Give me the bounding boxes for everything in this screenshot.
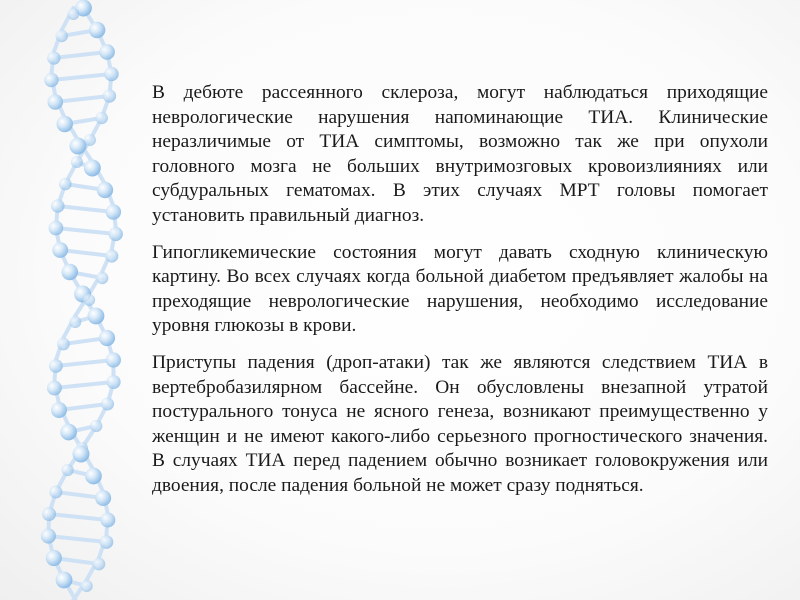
dna-node	[88, 308, 105, 325]
dna-rung	[55, 96, 109, 102]
dna-rung	[49, 514, 108, 520]
dna-node	[107, 375, 121, 389]
dna-node	[47, 51, 60, 64]
dna-node	[92, 558, 105, 571]
dna-node	[49, 221, 64, 236]
paragraph-2: Гипогликемические состояния могут давать сходную клиническую картину. Во всех случаях когда больной диабетом предъявляет жалобы на преходящие неврологические нарушения, необходимо исследование уровня глюкозы в крови.	[152, 241, 768, 337]
dna-node	[47, 381, 62, 396]
dna-helix-icon	[0, 0, 140, 600]
dna-node	[44, 73, 58, 87]
dna-node	[96, 272, 108, 284]
dna-rung	[54, 382, 113, 388]
dna-node	[41, 528, 56, 543]
dna-rung	[48, 536, 106, 542]
dna-node	[97, 182, 113, 198]
dna-node	[46, 550, 62, 566]
dna-node	[101, 397, 114, 410]
dna-node	[71, 156, 83, 168]
dna-node	[49, 486, 62, 499]
dna-node	[51, 402, 67, 418]
dna-node	[95, 112, 108, 125]
dna-node	[56, 572, 73, 589]
dna-node	[100, 512, 115, 527]
dna-node	[49, 359, 63, 373]
dna-node	[81, 580, 93, 592]
dna-node	[51, 199, 65, 213]
paragraph-3: Приступы падения (дроп-атаки) так же являются следствием ТИА в вертебробазилярном бассейне. Он обусловлены внезапной утратой постурального тонуса не ясного генеза, возникают преимущественно у женщин и не имеют какого-либо серьезного прогностического значения. В случаях ТИА перед падением обычно возникает головокружения или двоения, после падения больной не может сразу подняться.	[152, 351, 768, 496]
dna-rung	[58, 206, 114, 212]
dna-node	[83, 294, 95, 306]
dna-node	[61, 464, 73, 476]
dna-rung	[51, 74, 111, 80]
dna-node	[56, 30, 68, 42]
dna-node	[104, 67, 119, 82]
dna-node	[85, 468, 102, 485]
dna-node	[42, 507, 56, 521]
dna-node	[73, 446, 90, 463]
dna-node	[106, 352, 121, 367]
dna-node	[89, 22, 106, 39]
paragraph-1: В дебюте рассеянного склероза, могут наблюдаться приходящие неврологические нарушения напоминающие ТИА. Клинические неразличимые от ТИА симптомы, возможно так же при опухоли головного мозга не больших внутримозговых кровоизлияниях или субдуральных гематомах. В этих случаях МРТ головы помогает установить правильный диагноз.	[152, 82, 768, 226]
dna-node	[99, 535, 113, 549]
dna-node	[56, 116, 72, 132]
dna-node	[99, 330, 115, 346]
dna-node	[103, 89, 116, 102]
dna-node	[67, 8, 79, 20]
dna-node	[61, 264, 78, 281]
dna-node	[99, 44, 115, 60]
dna-node	[52, 242, 68, 258]
dna-node	[60, 424, 77, 441]
body-text	[152, 81, 768, 511]
dna-node	[90, 420, 102, 432]
dna-node	[69, 138, 86, 155]
dna-node	[57, 338, 70, 351]
dna-node	[105, 249, 118, 262]
dna-node	[106, 204, 121, 219]
dna-rung	[56, 228, 116, 234]
dna-node	[84, 160, 101, 177]
dna-rung	[56, 360, 113, 366]
dna-node	[69, 316, 81, 328]
dna-node	[47, 94, 63, 110]
dna-node	[109, 227, 123, 241]
dna-node	[95, 490, 111, 506]
dna-node	[59, 178, 72, 191]
dna-rung	[54, 52, 107, 58]
